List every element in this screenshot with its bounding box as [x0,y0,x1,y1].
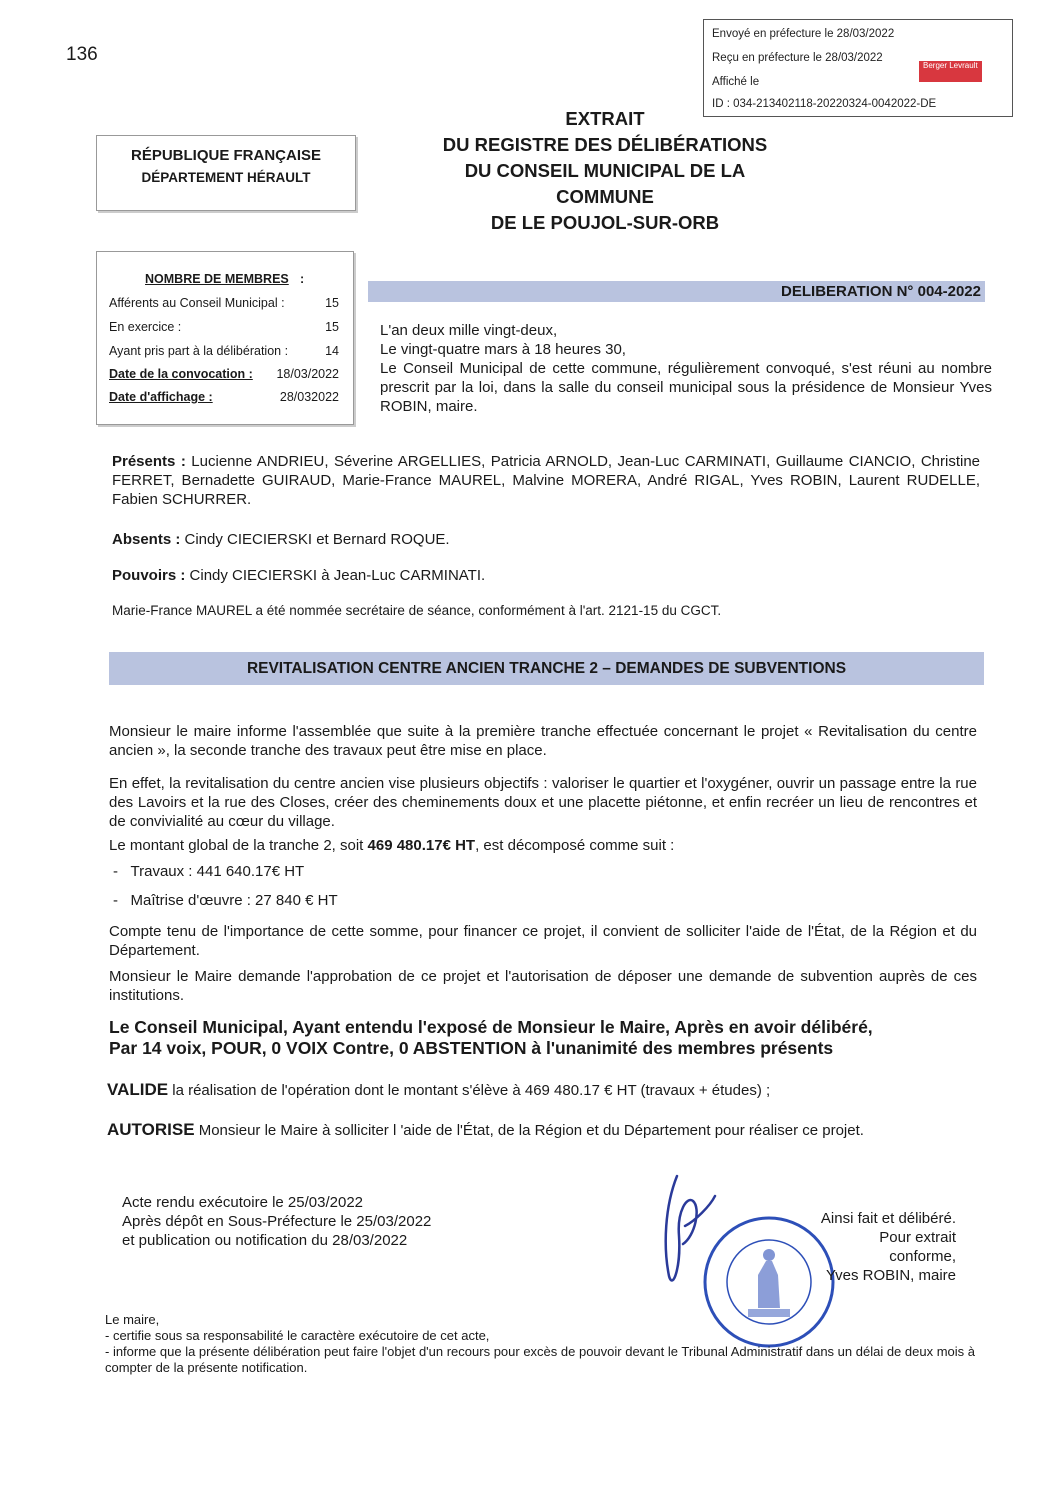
deliberation-band [368,281,985,302]
autorise-keyword: AUTORISE [107,1120,195,1139]
intro-line: Le Conseil Municipal de cette commune, régulièrement convoqué, s'est réuni au nombre prescrit par la loi, dans la salle du conseil municipal sous la présidence de Monsieur Yves ROBIN, maire. [380,360,992,415]
intro-line: L'an deux mille vingt-deux, [380,322,558,339]
autorise-line: AUTORISE Monsieur le Maire à solliciter l 'aide de l'État, de la Région et du Département pour réaliser ce projet. [107,1120,864,1139]
footer-notice: Le maire, - certifie sous sa responsabilité le caractère exécutoire de cet acte, - informe que la présente délibération peut faire l'objet d'un recours pour excès de pouvoir devant le Tribunal Administratif dans un délai de deux mois à compter de la présente notification. [105,1312,975,1375]
paragraph: En effet, la revitalisation du centre ancien vise plusieurs objectifs : valoriser le quartier et l'oxygéner, ouvrir un passage entre la rue des Lavoirs et la rue des Closes, créer des cheminements doux et une placette piétonne, et enfin recréer un lieu de rencontres et de convivialité au cœur du village. [109,775,977,830]
departement-label: DÉPARTEMENT HÉRAULT [141,170,311,185]
paragraph: Compte tenu de l'importance de cette somme, pour financer ce projet, il convient de solliciter l'aide de l'État, de la Région et du Département. [109,923,977,959]
stamp-recu: Reçu en préfecture le 28/03/2022 [712,52,883,64]
berger-levrault-logo: Berger Levrault [919,61,982,82]
total-amount: 469 480.17€ HT [367,837,476,854]
subject-title: REVITALISATION CENTRE ANCIEN TRANCHE 2 – DEMANDES DE SUBVENTIONS [246,660,847,677]
stamp-affiche: Affiché le [712,76,760,88]
pouvoirs-line [112,566,485,585]
republique-label: RÉPUBLIQUE FRANÇAISE [130,147,321,164]
deliberation-number: DELIBERATION N° 004-2022 [781,283,981,300]
title-line: DE LE POUJOL-SUR-ORB [490,212,720,233]
title-line: DU REGISTRE DES DÉLIBÉRATIONS [442,134,768,155]
absents-list: Cindy CIECIERSKI et Bernard ROQUE. [184,531,450,548]
acte-executoire: Acte rendu exécutoire le 25/03/2022 Après dépôt en Sous-Préfecture le 25/03/2022 et publication ou notification du 28/03/2022 [122,1194,432,1249]
intro-line: Le vingt-quatre mars à 18 heures 30, [380,341,626,358]
list-item: - Travaux : 441 640.17€ HT [113,863,305,880]
absents-line [112,530,450,549]
list-item: - Maîtrise d'œuvre : 27 840 € HT [113,892,338,909]
republique-box [96,135,356,211]
signature-block: Ainsi fait et délibéré. Pour extrait conforme, Yves ROBIN, maire [820,1210,956,1284]
decision-block [109,1017,979,1059]
intro-text [380,321,992,416]
absents-label: Absents : [112,531,181,548]
stamp-envoye: Envoyé en préfecture le 28/03/2022 [712,28,895,40]
stamp-id: ID : 034-213402118-20220324-0042022-DE [712,98,937,110]
document-title [425,106,785,236]
members-heading-colon: : [300,272,305,286]
presents-paragraph [112,452,980,509]
decision-line: Le Conseil Municipal, Ayant entendu l'exposé de Monsieur le Maire, Après en avoir délibéré, [109,1017,873,1037]
page-number: 136 [66,44,98,65]
prefecture-stamp [703,19,1013,117]
amount-paragraph: Le montant global de la tranche 2, soit 469 480.17€ HT, est décomposé comme suit : [109,837,675,854]
paragraph: Monsieur le Maire demande l'approbation de ce projet et l'autorisation de déposer une demande de subvention auprès de ces institutions. [109,968,977,1004]
presents-list: Lucienne ANDRIEU, Séverine ARGELLIES, Patricia ARNOLD, Jean-Luc CARMINATI, Guillaume CIANCIO, Christine FERRET, Bernadette GUIRAUD, Marie-France MAUREL, Malvine MORERA, André RIGAL, Yves ROBIN, Laurent RUDELLE, Fabien SCHURRER. [112,453,981,508]
valide-line: VALIDE la réalisation de l'opération dont le montant s'élève à 469 480.17 € HT (travaux + études) ; [107,1080,771,1099]
members-box: NOMBRE DE MEMBRES : Afférents au Conseil Municipal : 15 En exercice : 15 Ayant pris part à la délibération : 14 Date de la convocation : 18/03/2022 Date d'affichage : 28/032022 [96,251,354,425]
subject-band [109,652,984,685]
paragraph: Monsieur le maire informe l'assemblée que suite à la première tranche effectuée concernant le projet « Revitalisation du centre ancien », la seconde tranche des travaux peut être mise en place. [109,723,977,759]
valide-keyword: VALIDE [107,1080,169,1099]
title-line: COMMUNE [556,186,654,207]
decision-vote: Par 14 voix, POUR, 0 VOIX Contre, 0 ABSTENTION à l'unanimité des membres présents [109,1038,834,1058]
title-line: EXTRAIT [565,108,645,129]
presents-label: Présents : [112,453,186,470]
pouvoirs-text: Cindy CIECIERSKI à Jean-Luc CARMINATI. [189,567,486,584]
members-heading: NOMBRE DE MEMBRES [145,272,289,286]
pouvoirs-label: Pouvoirs : [112,567,186,584]
secretaire-line: Marie-France MAUREL a été nommée secrétaire de séance, conformément à l'art. 2121-15 du CGCT. [112,603,722,618]
title-line: DU CONSEIL MUNICIPAL DE LA [464,160,746,181]
